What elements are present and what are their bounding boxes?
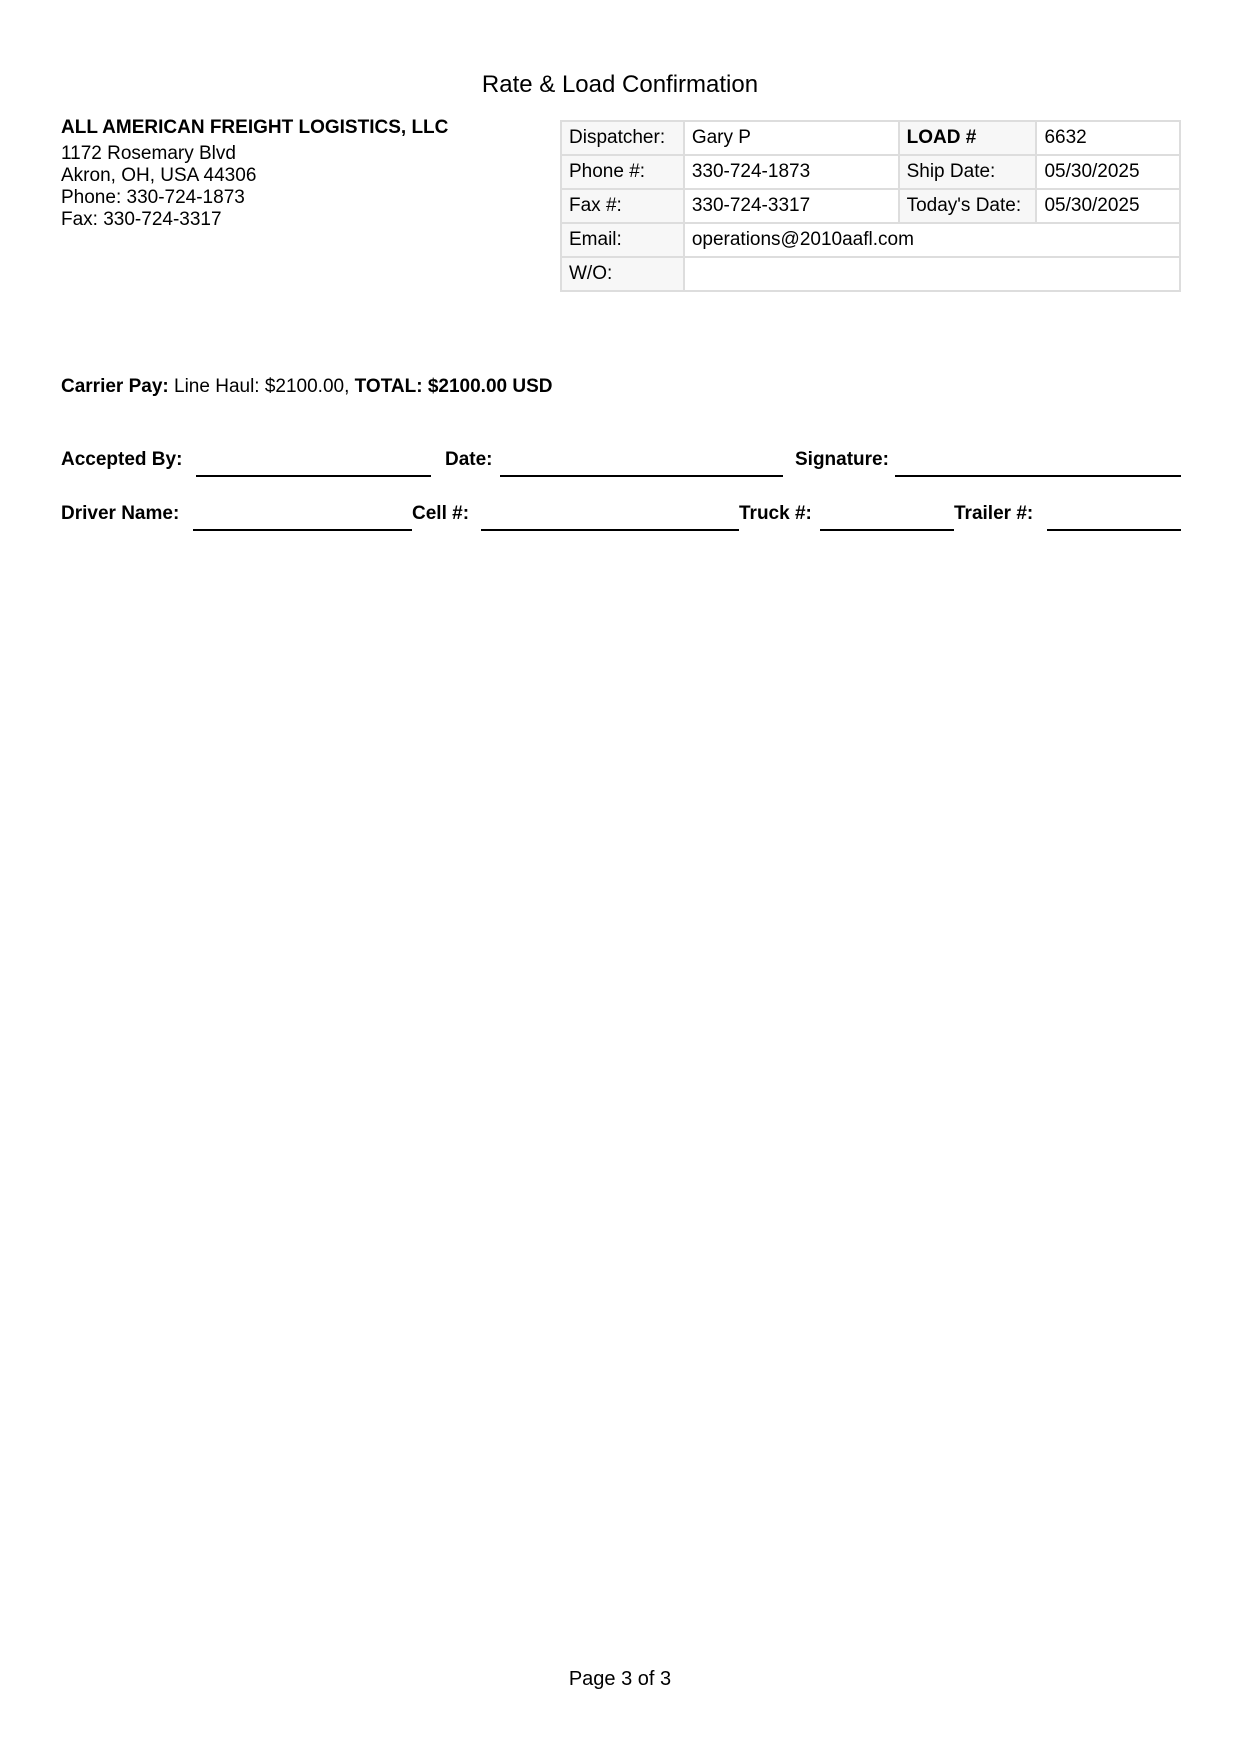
table-row [561, 121, 1180, 155]
company-address-line1: 1172 Rosemary Blvd [61, 143, 236, 164]
load-number-label: LOAD # [899, 121, 1037, 155]
company-address-line2: Akron, OH, USA 44306 [61, 165, 257, 186]
company-fax: Fax: 330-724-3317 [61, 209, 222, 230]
fax-label: Fax #: [561, 189, 684, 223]
date-label: Date: [445, 449, 493, 470]
work-order-value [684, 257, 1180, 291]
load-info-table [560, 120, 1181, 292]
truck-label: Truck #: [739, 503, 812, 524]
todays-date-label: Today's Date: [899, 189, 1037, 223]
company-block [61, 117, 461, 231]
company-name: ALL AMERICAN FREIGHT LOGISTICS, LLC [61, 117, 449, 138]
trailer-field[interactable] [1047, 529, 1181, 531]
driver-name-field[interactable] [193, 529, 412, 531]
trailer-label: Trailer #: [954, 503, 1034, 524]
acceptance-row [61, 449, 1181, 479]
dispatcher-label: Dispatcher: [561, 121, 684, 155]
cell-label: Cell #: [412, 503, 470, 524]
dispatcher-value: Gary P [684, 121, 899, 155]
email-value: operations@2010aafl.com [684, 223, 1180, 257]
ship-date-value: 05/30/2025 [1036, 155, 1180, 189]
table-row [561, 155, 1180, 189]
ship-date-label: Ship Date: [899, 155, 1037, 189]
carrier-pay-label: Carrier Pay: [61, 376, 169, 397]
table-row [561, 189, 1180, 223]
phone-label: Phone #: [561, 155, 684, 189]
todays-date-value: 05/30/2025 [1036, 189, 1180, 223]
cell-field[interactable] [481, 529, 739, 531]
driver-row [61, 503, 1181, 533]
line-haul-amount: Line Haul: $2100.00, [174, 376, 350, 397]
document-title: Rate & Load Confirmation [481, 71, 759, 98]
accepted-by-label: Accepted By: [61, 449, 183, 470]
work-order-label: W/O: [561, 257, 684, 291]
fax-value: 330-724-3317 [684, 189, 899, 223]
signature-field[interactable] [895, 475, 1181, 477]
table-row [561, 223, 1180, 257]
page-number: Page 3 of 3 [568, 1668, 672, 1690]
phone-value: 330-724-1873 [684, 155, 899, 189]
total-amount: TOTAL: $2100.00 USD [354, 376, 553, 397]
email-label: Email: [561, 223, 684, 257]
truck-field[interactable] [820, 529, 954, 531]
driver-name-label: Driver Name: [61, 503, 180, 524]
carrier-pay-line [61, 376, 552, 398]
load-number-value: 6632 [1036, 121, 1180, 155]
signature-label: Signature: [795, 449, 889, 470]
accepted-by-field[interactable] [196, 475, 431, 477]
company-phone: Phone: 330-724-1873 [61, 187, 245, 208]
table-row [561, 257, 1180, 291]
date-field[interactable] [500, 475, 783, 477]
